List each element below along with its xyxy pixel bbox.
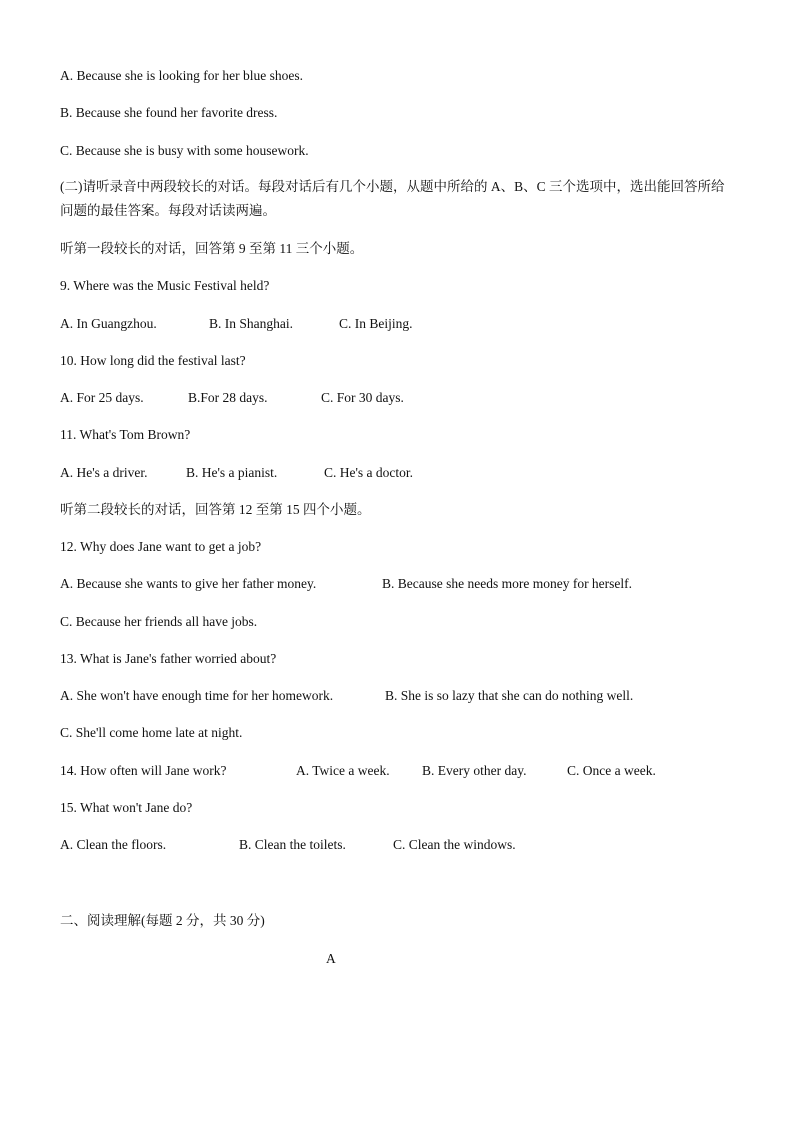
dialog1-intro: 听第一段较长的对话，回答第 9 至第 11 三个小题。: [60, 241, 364, 256]
option-8c: C. Because she is busy with some housework.: [60, 143, 309, 158]
question-12-option-b: B. Because she needs more money for herself.: [382, 576, 633, 591]
question-10-stem: 10. How long did the festival last?: [60, 353, 246, 368]
question-9-stem: 9. Where was the Music Festival held?: [60, 278, 270, 293]
part2-heading: 二、阅读理解(每题 2 分，共 30 分): [60, 913, 265, 928]
question-11-option-b: B. He's a pianist.: [186, 465, 278, 480]
question-9-option-c: C. In Beijing.: [339, 316, 413, 331]
question-10-option-a: A. For 25 days.: [60, 390, 144, 405]
question-14-option-a: A. Twice a week.: [296, 763, 390, 778]
question-11-option-a: A. He's a driver.: [60, 465, 148, 480]
question-11-option-c: C. He's a doctor.: [324, 465, 414, 480]
option-8b: B. Because she found her favorite dress.: [60, 105, 278, 120]
question-13-stem: 13. What is Jane's father worried about?: [60, 651, 277, 666]
dialog2-intro: 听第二段较长的对话，回答第 12 至第 15 四个小题。: [60, 502, 371, 517]
question-14-option-b: B. Every other day.: [422, 763, 527, 778]
question-9-option-a: A. In Guangzhou.: [60, 316, 157, 331]
passage-label: A: [326, 951, 336, 966]
question-10-option-b: B.For 28 days.: [188, 390, 268, 405]
question-12-stem: 12. Why does Jane want to get a job?: [60, 539, 262, 554]
question-13-option-c: C. She'll come home late at night.: [60, 725, 243, 740]
question-15-stem: 15. What won't Jane do?: [60, 800, 193, 815]
question-14-stem: 14. How often will Jane work?: [60, 763, 227, 778]
question-12-option-c: C. Because her friends all have jobs.: [60, 614, 258, 629]
section2-instruction: (二)请听录音中两段较长的对话。每段对话后有几个小题，从题中所给的 A、B、C 三个选项中，选出能回答所给问题的最佳答案。每段对话读两遍。: [60, 179, 725, 218]
question-15-option-b: B. Clean the toilets.: [239, 837, 346, 852]
question-13-option-a: A. She won't have enough time for her homework.: [60, 688, 334, 703]
question-15-option-a: A. Clean the floors.: [60, 837, 167, 852]
question-11-stem: 11. What's Tom Brown?: [60, 427, 191, 442]
option-8a: A. Because she is looking for her blue shoes.: [60, 68, 303, 83]
question-15-option-c: C. Clean the windows.: [393, 837, 516, 852]
question-12-option-a: A. Because she wants to give her father money.: [60, 576, 317, 591]
question-9-option-b: B. In Shanghai.: [209, 316, 293, 331]
question-13-option-b: B. She is so lazy that she can do nothing well.: [385, 688, 634, 703]
question-10-option-c: C. For 30 days.: [321, 390, 404, 405]
question-14-option-c: C. Once a week.: [567, 763, 656, 778]
